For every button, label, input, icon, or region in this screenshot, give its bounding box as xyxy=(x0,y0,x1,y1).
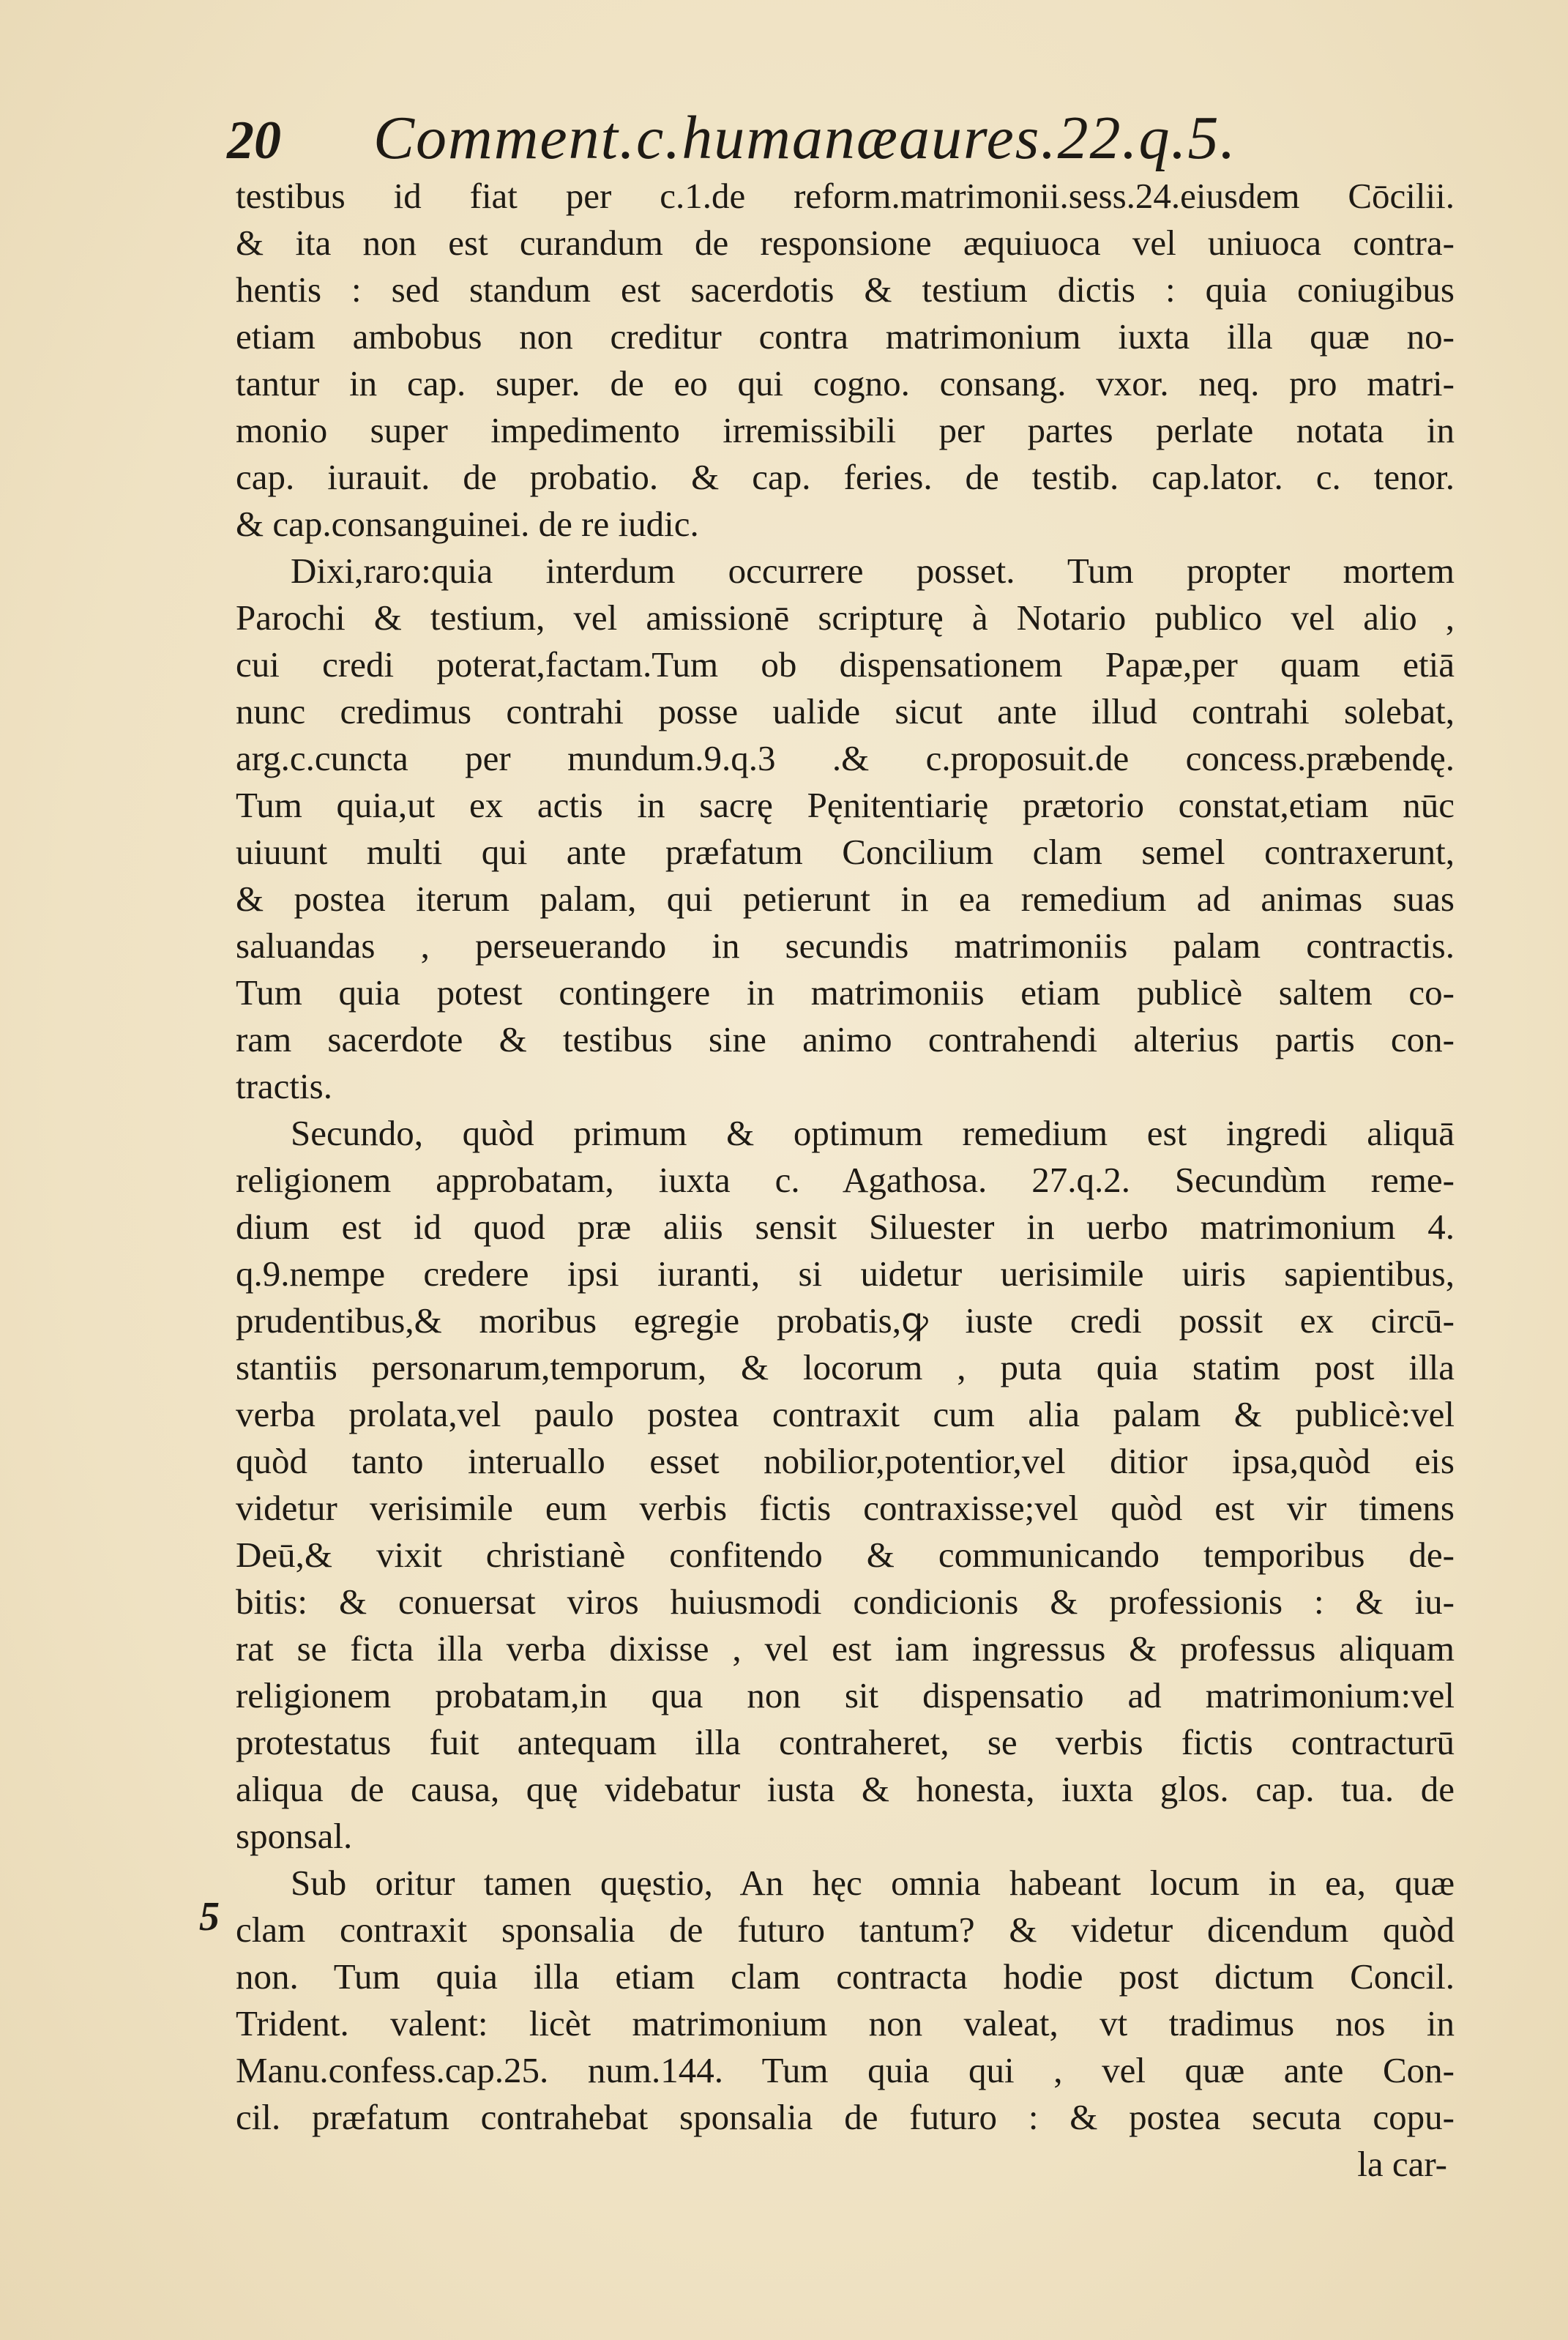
text-line: nunc credimus contrahi posse ualide sicut ante illud contrahi solebat, xyxy=(236,691,1455,731)
text-line: Manu.confess.cap.25. num.144. Tum quia qui , vel quæ ante Con- xyxy=(236,2050,1455,2090)
text-line: q.9.nempe credere ipsi iuranti, si uidetur uerisimile uiris sapientibus, xyxy=(236,1253,1455,1294)
running-head: Comment.c.humanæaures.22.q.5. xyxy=(373,104,1237,172)
text-line: saluandas , perseuerando in secundis matrimoniis palam contractis. xyxy=(236,925,1455,966)
text-line: clam contraxit sponsalia de futuro tantum? & videtur dicendum quòd xyxy=(236,1909,1455,1950)
text-line: etiam ambobus non creditur contra matrimonium iuxta illa quæ no- xyxy=(236,316,1455,357)
text-line: bitis: & conuersat viros huiusmodi condicionis & professionis : & iu- xyxy=(236,1581,1455,1622)
text-line: arg.c.cuncta per mundum.9.q.3 .& c.proposuit.de concess.præbendę. xyxy=(236,738,1455,778)
margin-section-number: 5 xyxy=(199,1894,220,1940)
catchword: la car- xyxy=(1357,2144,1447,2184)
text-line: verba prolata,vel paulo postea contraxit cum alia palam & publicè:vel xyxy=(236,1394,1455,1434)
text-line: videtur verisimile eum verbis fictis contraxisse;vel quòd est vir timens xyxy=(236,1488,1455,1528)
text-line: protestatus fuit antequam illa contraheret, se verbis fictis contracturū xyxy=(236,1722,1455,1762)
paragraph-start-line: Secundo, quòd primum & optimum remedium est ingredi aliquā xyxy=(291,1113,1455,1153)
text-line: hentis : sed standum est sacerdotis & testium dictis : quia coniugibus xyxy=(236,269,1455,310)
text-line: prudentibus,& moribus egregie probatis,ꝙ iuste credi possit ex circū- xyxy=(236,1300,1455,1341)
text-line: quòd tanto interuallo esset nobilior,potentior,vel ditior ipsa,quòd eis xyxy=(236,1441,1455,1481)
text-line: stantiis personarum,temporum, & locorum , puta quia statim post illa xyxy=(236,1347,1455,1387)
text-line: sponsal. xyxy=(236,1816,353,1856)
text-line: cap. iurauit. de probatio. & cap. feries. de testib. cap.lator. c. tenor. xyxy=(236,457,1455,497)
text-line: & ita non est curandum de responsione æquiuoca vel uniuoca contra- xyxy=(236,223,1455,263)
text-line: aliqua de causa, quę videbatur iusta & honesta, iuxta glos. cap. tua. de xyxy=(236,1769,1455,1809)
text-line: Tum quia potest contingere in matrimoniis etiam publicè saltem co- xyxy=(236,972,1455,1013)
text-line: cui credi poterat,factam.Tum ob dispensationem Papæ,per quam etiā xyxy=(236,644,1455,685)
page-number: 20 xyxy=(227,111,281,171)
text-line: dium est id quod præ aliis sensit Siluester in uerbo matrimonium 4. xyxy=(236,1207,1455,1247)
text-line: Deū,& vixit christianè confitendo & communicando temporibus de- xyxy=(236,1535,1455,1575)
text-line: & cap.consanguinei. de re iudic. xyxy=(236,504,699,544)
text-line: uiuunt multi qui ante præfatum Concilium clam semel contraxerunt, xyxy=(236,832,1455,872)
text-line: Parochi & testium, vel amissionē scripturę à Notario publico vel alio , xyxy=(236,597,1455,638)
text-line: rat se ficta illa verba dixisse , vel est iam ingressus & professus aliquam xyxy=(236,1628,1455,1669)
paragraph-start-line: Sub oritur tamen quęstio, An hęc omnia habeant locum in ea, quæ xyxy=(291,1863,1455,1903)
text-line: non. Tum quia illa etiam clam contracta hodie post dictum Concil. xyxy=(236,1956,1455,1997)
body-text xyxy=(236,173,1455,2188)
text-line: cil. præfatum contrahebat sponsalia de futuro : & postea secuta copu- xyxy=(236,2097,1455,2137)
text-line: religionem approbatam, iuxta c. Agathosa. 27.q.2. Secundùm reme- xyxy=(236,1160,1455,1200)
text-line: & postea iterum palam, qui petierunt in ea remedium ad animas suas xyxy=(236,879,1455,919)
text-line: tractis. xyxy=(236,1066,332,1106)
text-line: tantur in cap. super. de eo qui cogno. consang. vxor. neq. pro matri- xyxy=(236,363,1455,403)
paragraph-start-line: Dixi,raro:quia interdum occurrere posset. Tum propter mortem xyxy=(291,551,1455,591)
text-line: ram sacerdote & testibus sine animo contrahendi alterius partis con- xyxy=(236,1019,1455,1059)
text-line: monio super impedimento irremissibili per partes perlate notata in xyxy=(236,410,1455,450)
text-line: Trident. valent: licèt matrimonium non valeat, vt tradimus nos in xyxy=(236,2003,1455,2043)
page-header xyxy=(227,103,1471,172)
text-line: testibus id fiat per c.1.de reform.matrimonii.sess.24.eiusdem Cōcilii. xyxy=(236,176,1455,216)
text-line: Tum quia,ut ex actis in sacrę Pęnitentiarię prætorio constat,etiam nūc xyxy=(236,785,1455,825)
text-line: religionem probatam,in qua non sit dispensatio ad matrimonium:vel xyxy=(236,1675,1455,1715)
